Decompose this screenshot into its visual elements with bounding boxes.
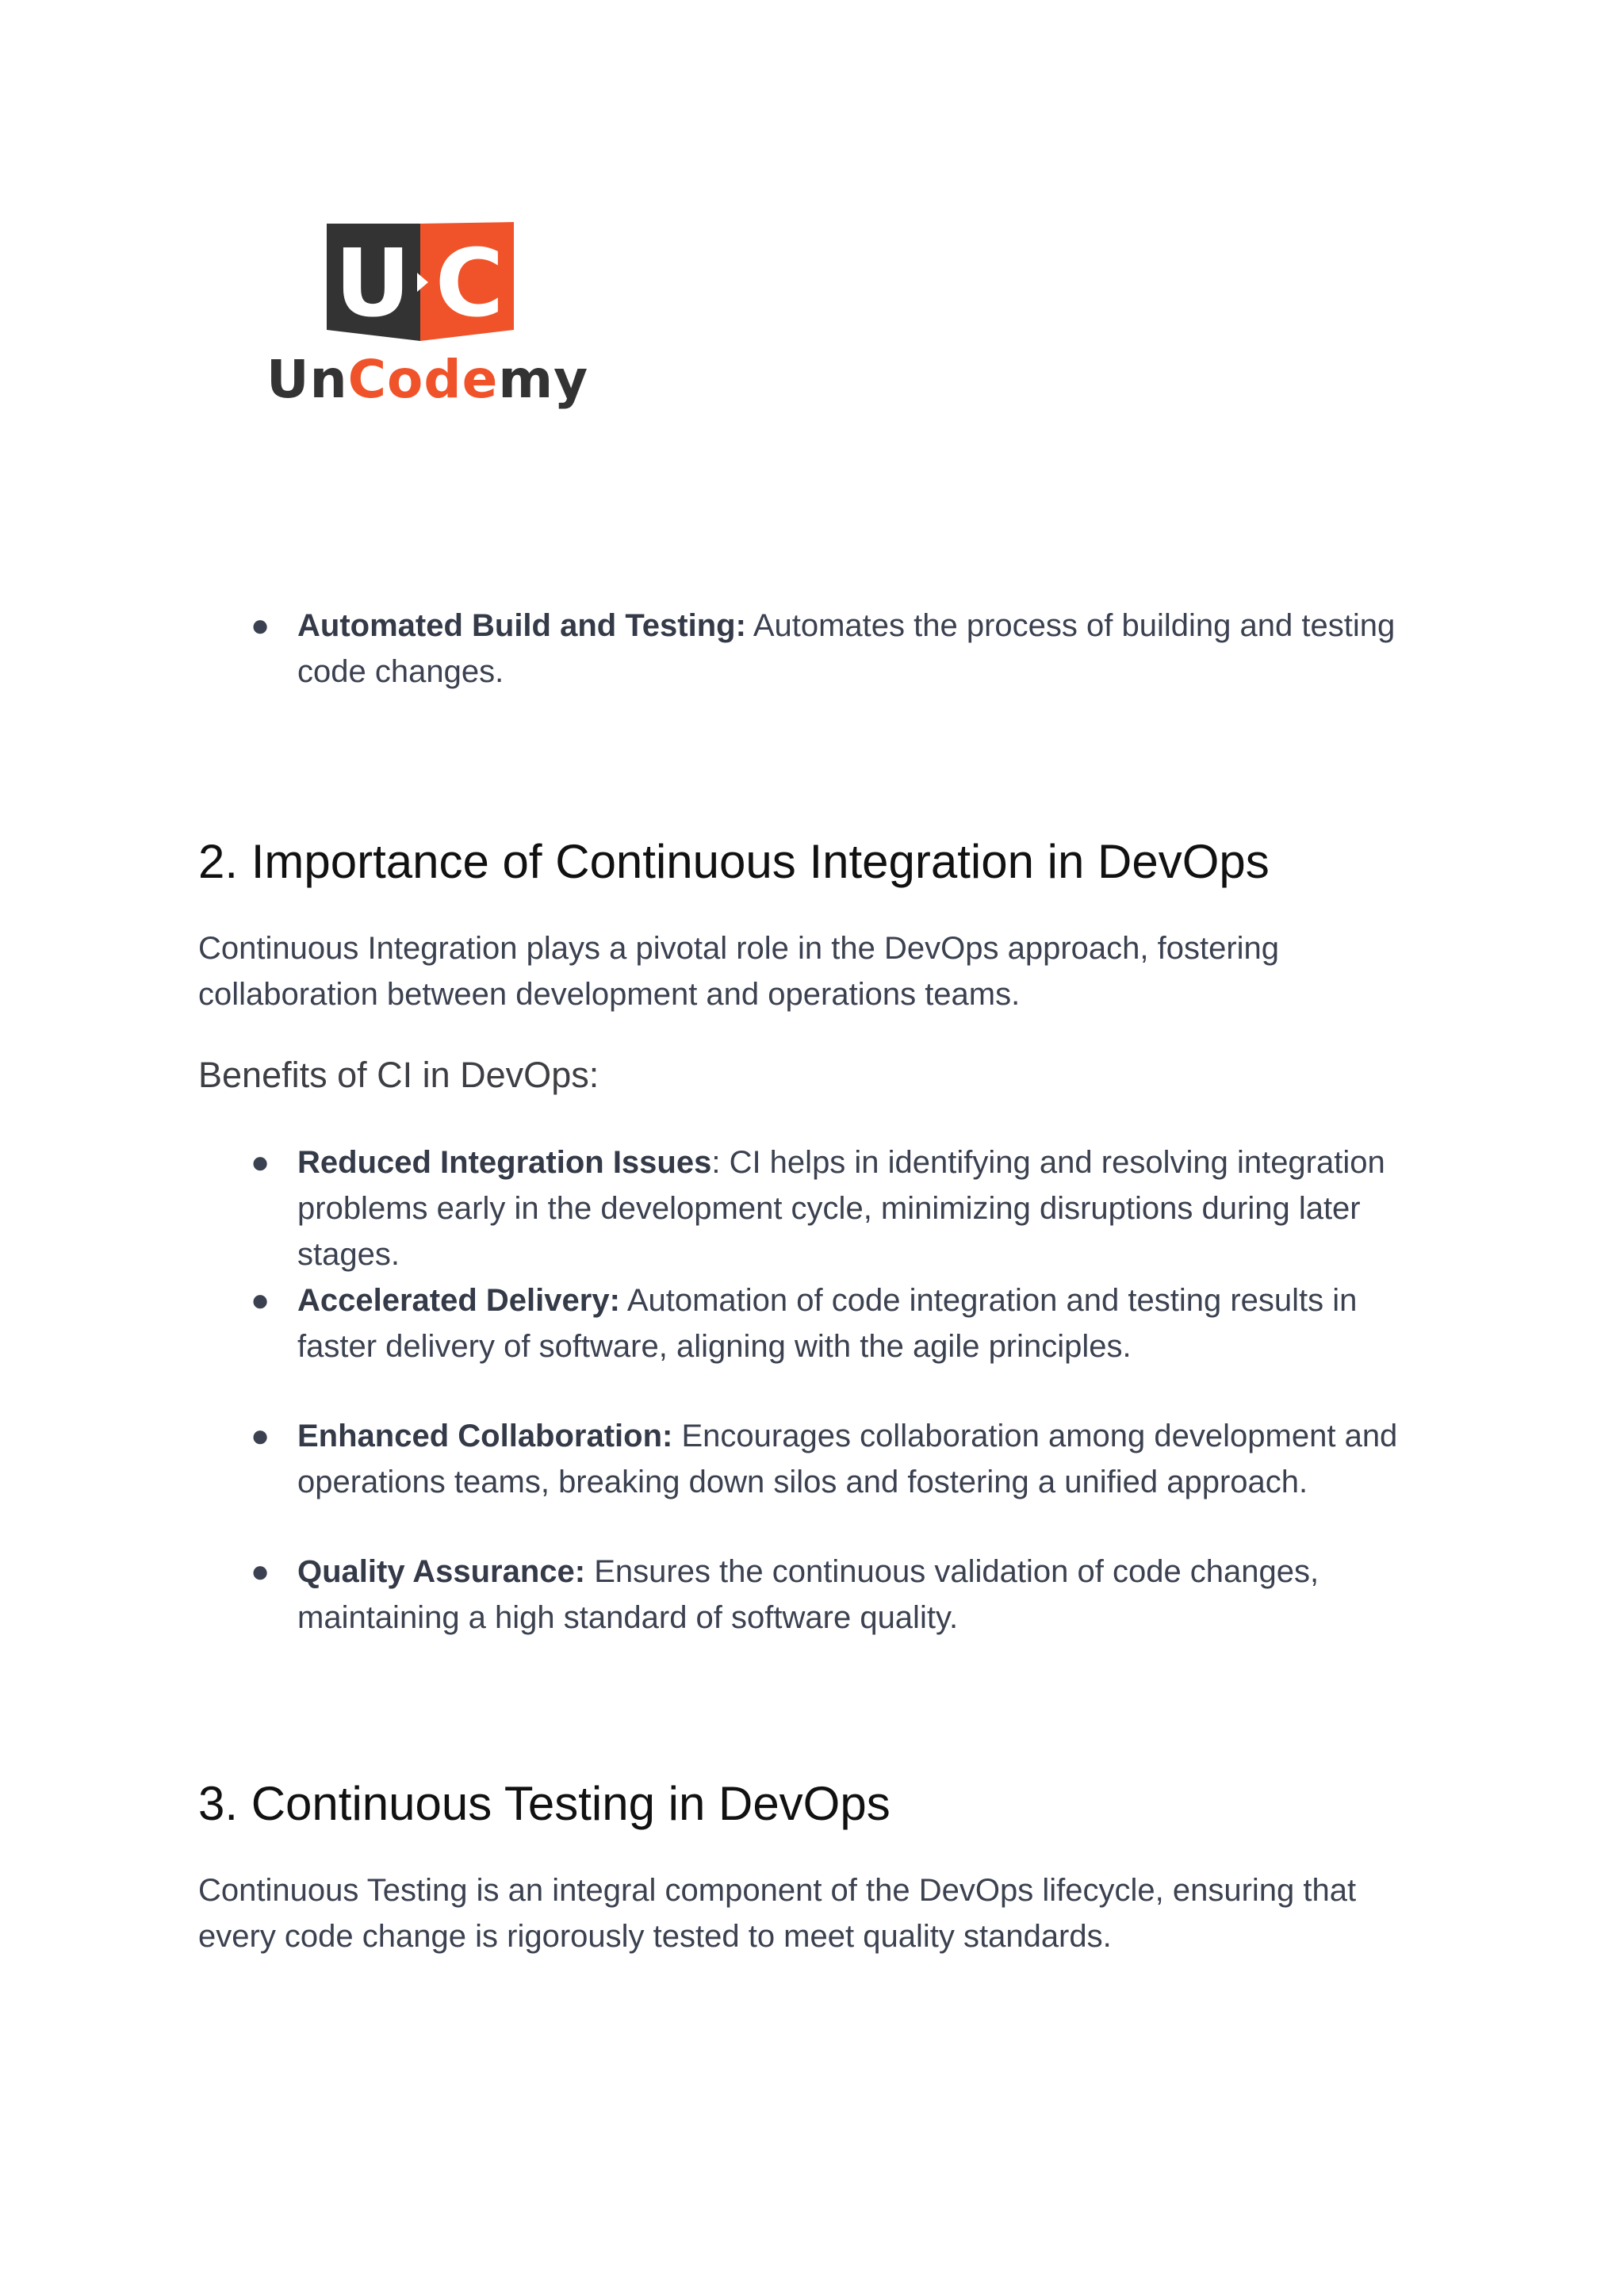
- list-item-term: Reduced Integration Issues: [297, 1145, 712, 1180]
- logo-mark-c: C: [435, 228, 504, 338]
- logo-wordmark: [266, 349, 588, 410]
- uc-logo-mark: [327, 222, 515, 343]
- logo-word-code: Code: [347, 349, 499, 410]
- list-item-term: Automated Build and Testing:: [297, 608, 746, 643]
- list-item-text: : CI helps in identifying and resolving integration problems early in the development cycle, minimizing disruptions during later stages.: [297, 1145, 1385, 1272]
- logo-word-my: my: [498, 349, 589, 410]
- section-paragraph: Continuous Integration plays a pivotal role in the DevOps approach, fostering collaboration between development and operations teams.: [198, 931, 1280, 1012]
- list-item: [198, 1139, 1435, 1277]
- list-item: [198, 1413, 1435, 1505]
- intro-bullet-list: [198, 603, 1435, 695]
- bullet-icon: ●: [251, 1145, 270, 1180]
- benefits-subheading: Benefits of CI in DevOps:: [198, 1055, 599, 1095]
- list-item: [198, 603, 1435, 695]
- list-item-text: Encourages collaboration among development and operations teams, breaking down silos and fostering a unified approach.: [297, 1419, 1398, 1499]
- bullet-icon: ●: [251, 608, 270, 643]
- uncodemy-logo: [266, 216, 589, 422]
- list-item-term: Accelerated Delivery:: [297, 1283, 620, 1318]
- document-body: [198, 603, 1435, 1959]
- list-item-term: Enhanced Collaboration:: [297, 1419, 673, 1453]
- logo-mark-u: U: [335, 228, 411, 338]
- section-paragraph: Continuous Testing is an integral component of the DevOps lifecycle, ensuring that every code change is rigorously tested to meet quality standards.: [198, 1873, 1357, 1954]
- list-item-text: Automation of code integration and testing results in faster delivery of software, aligning with the agile principles.: [297, 1283, 1358, 1364]
- list-item: [198, 1549, 1435, 1641]
- bullet-icon: ●: [251, 1419, 270, 1453]
- section-heading: 3. Continuous Testing in DevOps: [198, 1777, 891, 1830]
- list-item: [198, 1277, 1435, 1369]
- bullet-icon: ●: [251, 1554, 270, 1589]
- logo-word-un: Un: [266, 349, 348, 410]
- list-item-text: Automates the process of building and testing code changes.: [297, 608, 1396, 689]
- bullet-icon: ●: [251, 1283, 270, 1318]
- section-heading: 2. Importance of Continuous Integration in DevOps: [198, 835, 1270, 888]
- list-item-text: Ensures the continuous validation of code changes, maintaining a high standard of software quality.: [297, 1554, 1320, 1635]
- benefits-list: [198, 1139, 1435, 1641]
- list-item-term: Quality Assurance:: [297, 1554, 586, 1589]
